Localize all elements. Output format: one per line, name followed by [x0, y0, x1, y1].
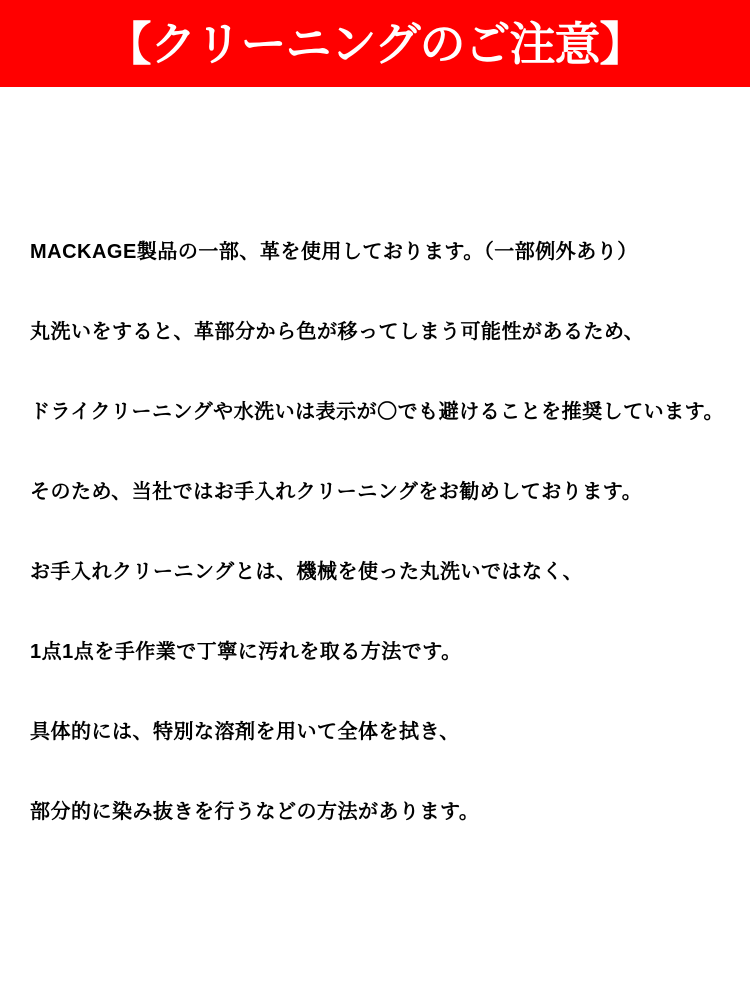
notice-line-2: 丸洗いをすると、革部分から色が移ってしまう可能性があるため、	[30, 321, 645, 343]
notice-line-5: お手入れクリーニングとは、機械を使った丸洗いではなく、	[30, 561, 584, 583]
notice-line-1: MACKAGE製品の一部、革を使用しております。（一部例外あり）	[30, 241, 638, 263]
notice-line-7: 具体的には、特別な溶剤を用いて全体を拭き、	[30, 721, 460, 743]
notice-line-3: ドライクリーニングや水洗いは表示が〇でも避けることを推奨しています。	[30, 401, 724, 423]
notice-line-6: 1点1点を手作業で丁寧に汚れを取る方法です。	[30, 641, 462, 663]
notice-line-4: そのため、当社ではお手入れクリーニングをお勧めしております。	[30, 481, 643, 503]
notice-line-8: 部分的に染み抜きを行うなどの方法があります。	[30, 801, 480, 823]
notice-header-banner	[0, 0, 750, 87]
notice-body	[0, 87, 750, 852]
page-title: 【クリーニングのご注意】	[105, 17, 645, 70]
